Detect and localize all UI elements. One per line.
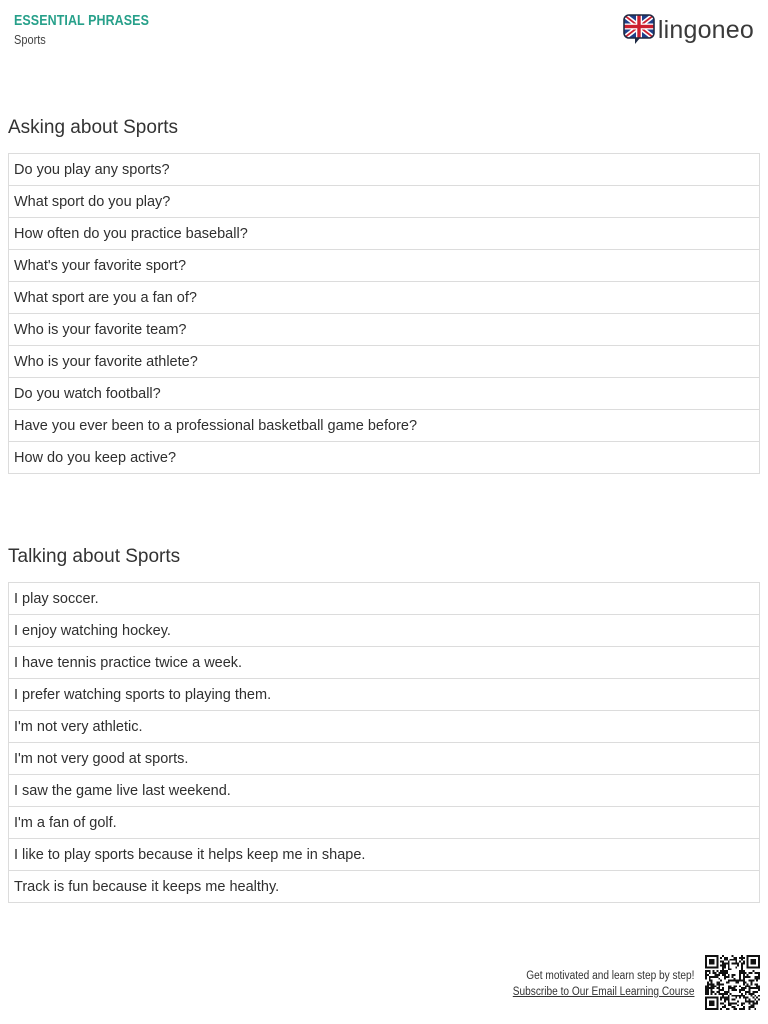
section-title: Talking about Sports [8, 546, 181, 567]
page-title: ESSENTIAL PHRASES [14, 13, 149, 29]
qr-code-icon[interactable] [705, 955, 760, 1010]
phrase-row: What sport are you a fan of? [9, 282, 759, 314]
section-talking [8, 543, 760, 903]
phrase-table [8, 153, 760, 474]
phrase-row: I like to play sports because it helps keep me in shape. [9, 839, 759, 871]
uk-flag-speech-bubble-icon [623, 14, 655, 46]
phrase-row: I have tennis practice twice a week. [9, 647, 759, 679]
section-asking [8, 114, 760, 474]
footer-tagline: Get motivated and learn step by step! [525, 970, 694, 982]
phrase-row: Track is fun because it keeps me healthy. [9, 871, 759, 903]
phrase-row: How often do you practice baseball? [9, 218, 759, 250]
section-title: Asking about Sports [8, 117, 179, 138]
page-subtitle: Sports [14, 33, 46, 47]
phrase-row: What sport do you play? [9, 186, 759, 218]
phrase-row: How do you keep active? [9, 442, 759, 474]
page-footer [0, 950, 768, 1024]
page-header [0, 0, 768, 60]
brand-logo[interactable] [623, 14, 754, 46]
phrase-row: I enjoy watching hockey. [9, 615, 759, 647]
phrase-row: Do you watch football? [9, 378, 759, 410]
phrase-row: What's your favorite sport? [9, 250, 759, 282]
phrase-row: Have you ever been to a professional basketball game before? [9, 410, 759, 442]
phrase-table [8, 582, 760, 903]
phrase-row: I'm not very athletic. [9, 711, 759, 743]
subscribe-link[interactable]: Subscribe to Our Email Learning Course [512, 986, 694, 998]
phrase-row: I'm a fan of golf. [9, 807, 759, 839]
phrase-row: I'm not very good at sports. [9, 743, 759, 775]
phrase-row: Who is your favorite team? [9, 314, 759, 346]
phrase-row: I prefer watching sports to playing them. [9, 679, 759, 711]
brand-name: lingoneo [657, 15, 754, 44]
phrase-row: Do you play any sports? [9, 154, 759, 186]
phrase-row: I play soccer. [9, 583, 759, 615]
phrase-row: Who is your favorite athlete? [9, 346, 759, 378]
phrase-row: I saw the game live last weekend. [9, 775, 759, 807]
footer-text [488, 968, 694, 1000]
